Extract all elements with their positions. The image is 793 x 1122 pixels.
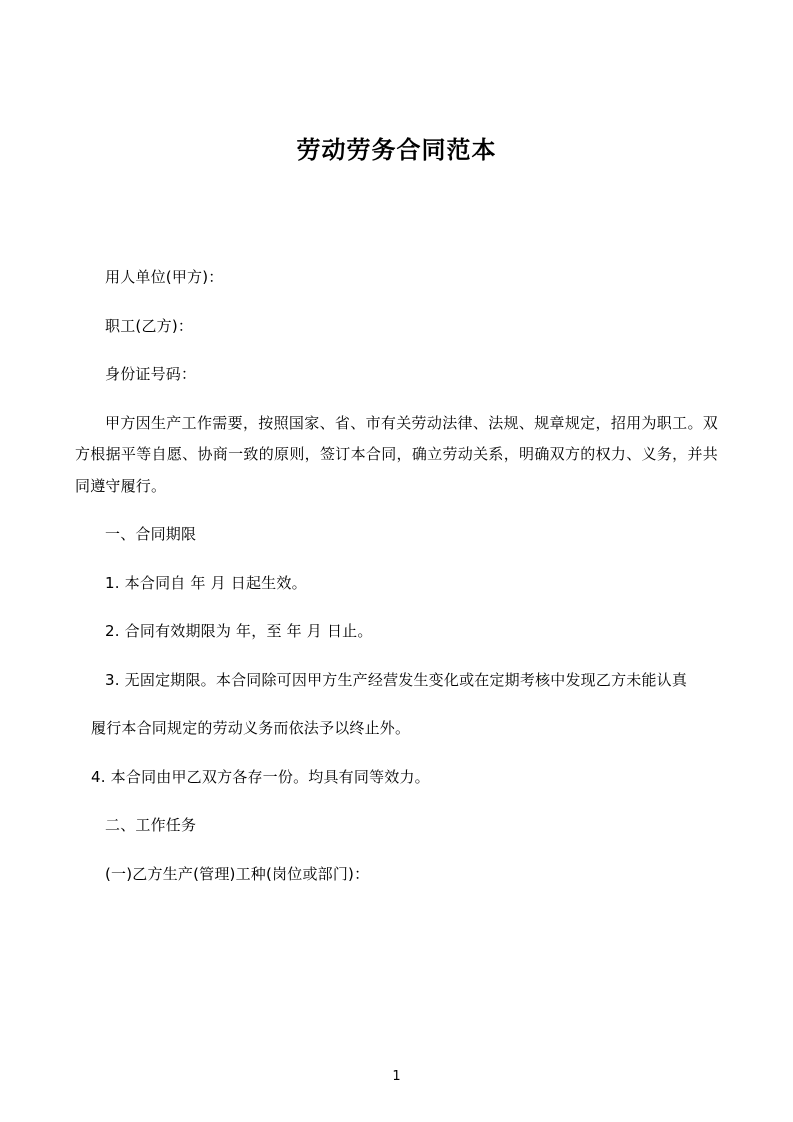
paragraph-id-number-field: 身份证号码： [105, 365, 197, 384]
paragraph-term-item-2: 2. 合同有效期限为 年，至 年 月 日止。 [105, 622, 373, 641]
paragraph-employee-field: 职工(乙方)： [105, 316, 194, 335]
paragraph-preamble: 甲方因生产工作需要，按照国家、省、市有关劳动法律、法规、规章规定，招用为职工。双方根据平等自愿、协商一致的原则，签订本合同，确立劳动关系，明确双方的权力、义务，并共同遵守履行。 [75, 413, 718, 495]
heading-section-two: 二、工作任务 [105, 816, 197, 835]
document-body [75, 262, 718, 890]
heading-section-one: 一、合同期限 [105, 525, 197, 544]
paragraph-job-item-1: (一)乙方生产(管理)工种(岗位或部门)： [105, 864, 370, 883]
page-title: 劳动劳务合同范本 [296, 136, 497, 164]
page-number: 1 [392, 1069, 401, 1084]
paragraph-term-item-3: 3. 无固定期限。本合同除可因甲方生产经营发生变化或在定期考核中发现乙方未能认真 [105, 670, 688, 689]
paragraph-employer-field: 用人单位(甲方)： [105, 268, 224, 287]
paragraph-term-item-3-continued: 履行本合同规定的劳动义务而依法予以终止外。 [91, 719, 411, 738]
paragraph-term-item-4: 4. 本合同由甲乙双方各存一份。均具有同等效力。 [91, 767, 430, 786]
paragraph-term-item-1: 1. 本合同自 年 月 日起生效。 [105, 573, 307, 592]
